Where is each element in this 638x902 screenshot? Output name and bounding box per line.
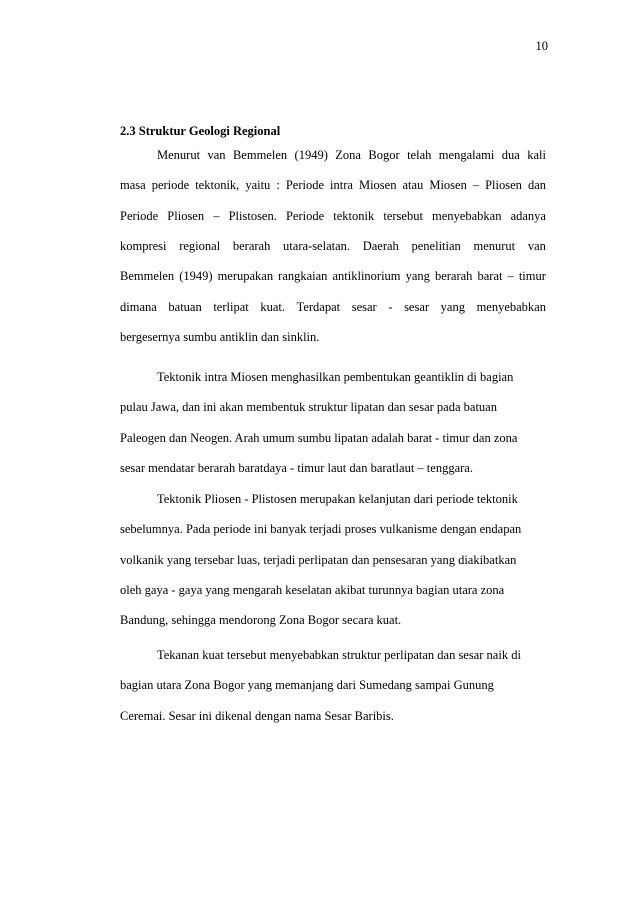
text-line [120, 146, 546, 176]
word: tektonik [333, 208, 375, 223]
word: tersebut [383, 208, 423, 223]
word: van [527, 239, 546, 254]
word: atau [402, 178, 424, 193]
word: antiklinorium [332, 269, 401, 284]
section-heading: 2.3 Struktur Geologi Regional [120, 124, 281, 138]
word: adanya [510, 208, 546, 223]
word: telah [407, 148, 432, 162]
text-line [120, 267, 546, 297]
word: menyebabkan [432, 208, 502, 223]
word: Periode [285, 208, 325, 223]
word: tektonik, [195, 178, 240, 193]
word: merupakan [217, 269, 274, 284]
word: Periode [120, 208, 159, 223]
page-number: 10 [535, 39, 548, 53]
word: kali [527, 148, 546, 162]
word: mengalami [438, 148, 495, 162]
word: Bemmelen [120, 269, 175, 284]
text-line [120, 207, 546, 237]
word: kuat. [260, 299, 285, 314]
word: - [388, 299, 393, 314]
word: sesar [351, 299, 377, 314]
word: Bogor [368, 148, 400, 162]
word: yang [405, 269, 430, 284]
word: van [207, 148, 226, 162]
word: yaitu [245, 178, 271, 193]
text-line [120, 176, 546, 206]
text-line: bergesernya sumbu antiklin dan sinklin. [120, 330, 320, 345]
text-line: Tekanan kuat tersebut menyebabkan struktur perlipatan dan sesar naik di [157, 648, 521, 662]
text-line: oleh gaya - gaya yang mengarah keselatan akibat turunnya bagian utara zona [120, 583, 505, 598]
word: Plistosen. [228, 208, 277, 223]
text-line: Bandung, sehingga mendorong Zona Bogor secara kuat. [120, 613, 402, 628]
word: Bemmelen [232, 148, 288, 162]
word: – [472, 178, 480, 193]
word: dua [501, 148, 520, 162]
word: kompresi [120, 239, 167, 254]
word: Zona [335, 148, 361, 162]
word: Miosen [429, 178, 467, 193]
word: sesar [404, 299, 430, 314]
paragraph-3 [120, 490, 546, 642]
word: dimana [120, 299, 157, 314]
word: Menurut [157, 148, 201, 162]
word: intra [330, 178, 353, 193]
word: Periode [285, 178, 325, 193]
word: – [213, 208, 220, 223]
word: rangkaian [278, 269, 328, 284]
word: Miosen [358, 178, 397, 193]
word: – [507, 269, 514, 284]
word: barat [477, 269, 503, 284]
text-line: volkanik yang tersebar luas, terjadi perlipatan dan pensesaran yang diakibatkan [120, 552, 517, 567]
word: penelitian [411, 239, 461, 254]
word: Pliosen [485, 178, 522, 193]
text-line: bagian utara Zona Bogor yang memanjang dari Sumedang sampai Gunung [120, 678, 494, 693]
text-line: sesar mendatar berarah baratdaya - timur laut dan baratlaut – tenggara. [120, 461, 473, 476]
text-line: Ceremai. Sesar ini dikenal dengan nama Sesar Baribis. [120, 708, 394, 723]
word: dan [527, 178, 546, 193]
word: Daerah [362, 239, 399, 254]
word: Terdapat [296, 299, 341, 314]
text-line [120, 298, 546, 328]
text-line: sebelumnya. Pada periode ini banyak terjadi proses vulkanisme dengan endapan [120, 522, 522, 537]
text-line: pulau Jawa, dan ini akan membentuk struktur lipatan dan sesar pada batuan [120, 400, 497, 415]
word: menyebabkan [476, 299, 546, 314]
word: periode [151, 178, 190, 193]
word: berarah [434, 269, 473, 284]
text-line [120, 237, 546, 267]
word: terlipat [213, 299, 249, 314]
paragraph-2 [120, 368, 546, 489]
paragraph-1 [120, 146, 546, 358]
text-line: Tektonik Pliosen - Plistosen merupakan kelanjutan dari periode tektonik [157, 492, 518, 506]
text-line: Tektonik intra Miosen menghasilkan pembentukan geantiklin di bagian [157, 370, 514, 384]
word: (1949) [294, 148, 328, 162]
word: timur [518, 269, 546, 284]
word: regional [179, 239, 221, 254]
word: masa [120, 178, 146, 193]
word: : [276, 178, 280, 193]
text-line: Paleogen dan Neogen. Arah umum sumbu lipatan adalah barat - timur dan zona [120, 430, 518, 445]
paragraph-4 [120, 646, 546, 737]
word: menurut [473, 239, 516, 254]
word: (1949) [179, 269, 213, 284]
word: utara-selatan. [283, 239, 351, 254]
word: Pliosen [167, 208, 205, 223]
word: yang [440, 299, 465, 314]
word: berarah [232, 239, 271, 254]
word: batuan [168, 299, 202, 314]
